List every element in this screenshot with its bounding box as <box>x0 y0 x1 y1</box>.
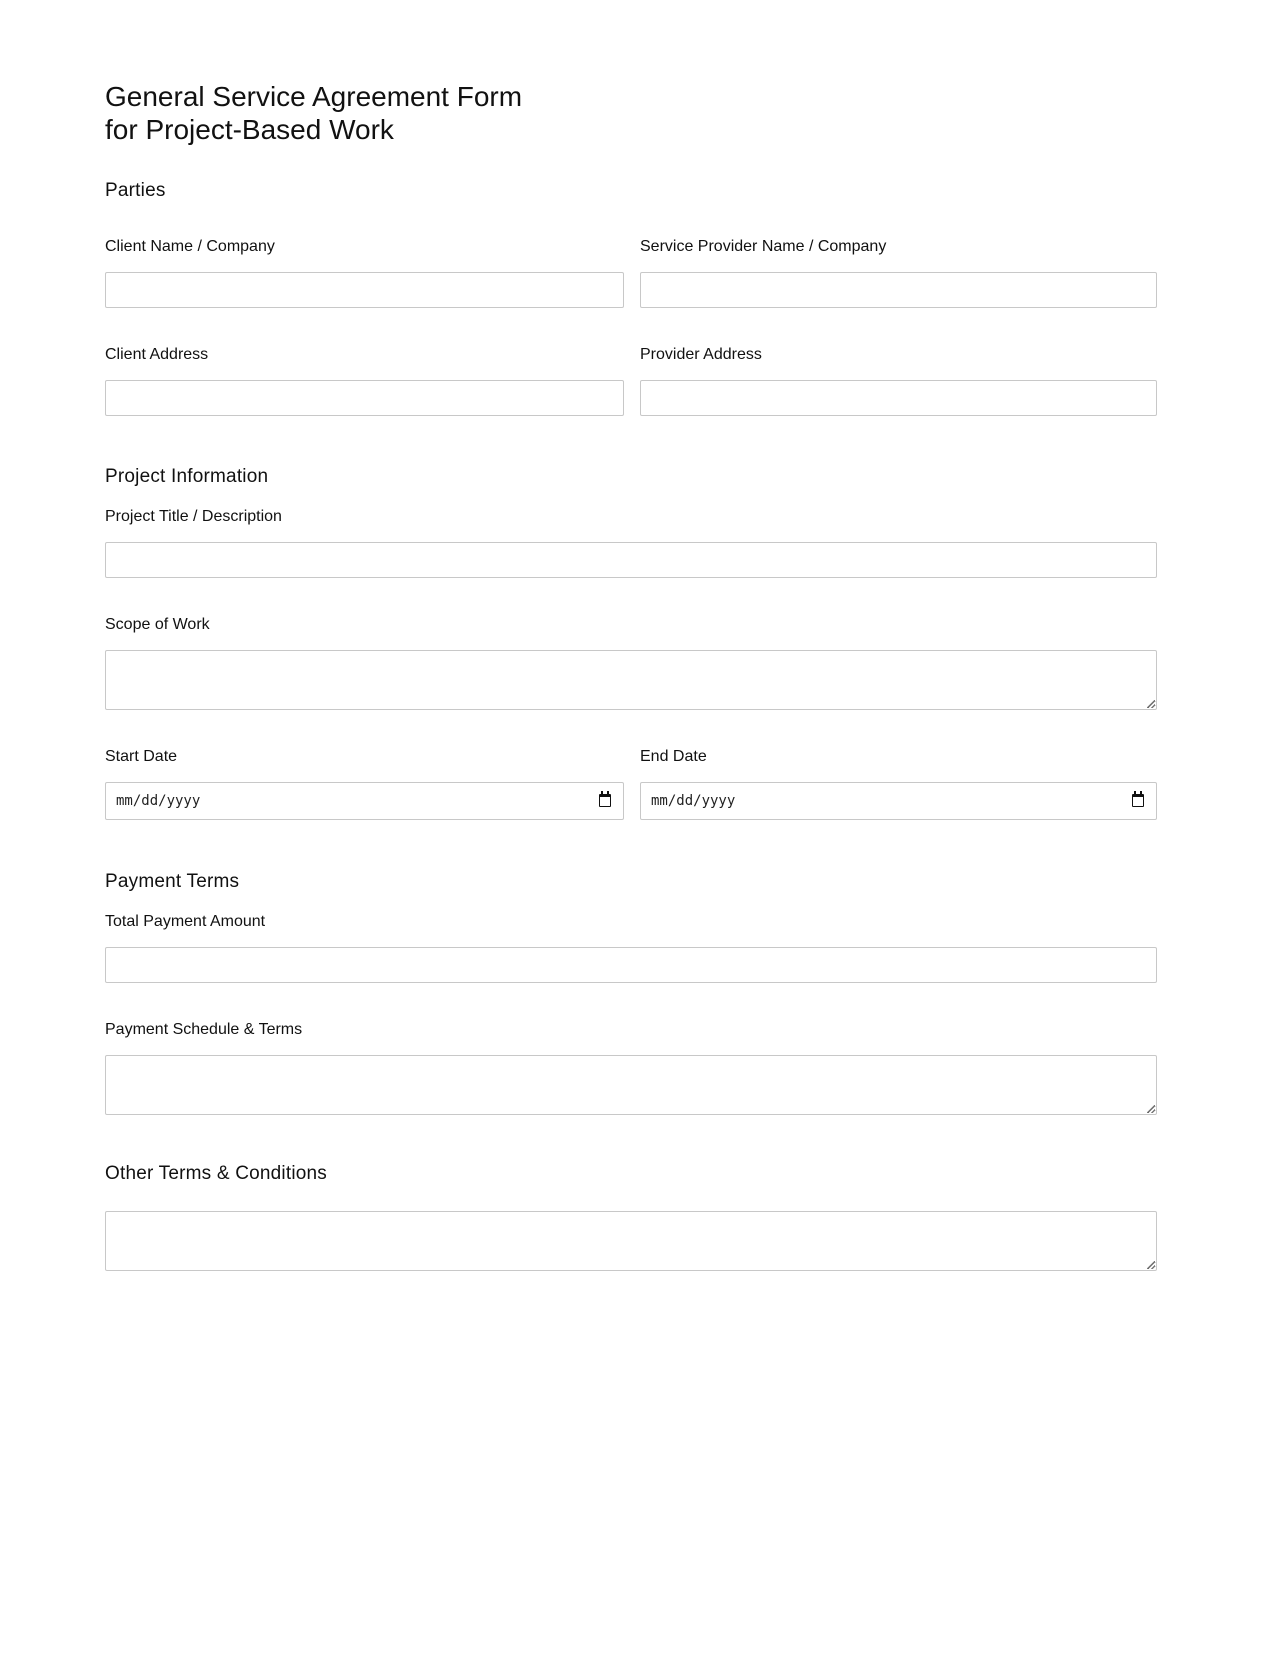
start-date-input[interactable] <box>105 782 624 820</box>
scope-of-work-textarea[interactable] <box>105 650 1157 710</box>
other-terms-wrapper <box>105 1211 1157 1271</box>
end-date-label: End Date <box>640 748 707 765</box>
client-address-label: Client Address <box>105 346 209 363</box>
end-date-placeholder: mm/dd/yyyy <box>651 793 736 809</box>
section-heading-other-terms: Other Terms & Conditions <box>105 1163 327 1184</box>
client-name-input[interactable] <box>105 272 624 308</box>
page-title <box>105 80 522 146</box>
provider-address-label: Provider Address <box>640 346 762 363</box>
section-heading-project-information: Project Information <box>105 466 269 487</box>
provider-address-input[interactable] <box>640 380 1157 416</box>
provider-name-input[interactable] <box>640 272 1157 308</box>
calendar-icon[interactable] <box>599 794 611 807</box>
payment-schedule-textarea[interactable] <box>105 1055 1157 1115</box>
provider-name-label: Service Provider Name / Company <box>640 238 887 255</box>
client-name-label: Client Name / Company <box>105 238 275 255</box>
section-heading-payment-terms: Payment Terms <box>105 871 240 892</box>
end-date-input[interactable] <box>640 782 1157 820</box>
project-title-input[interactable] <box>105 542 1157 578</box>
total-payment-input[interactable] <box>105 947 1157 983</box>
client-address-input[interactable] <box>105 380 624 416</box>
section-heading-parties: Parties <box>105 180 166 201</box>
payment-schedule-wrapper <box>105 1055 1157 1115</box>
other-terms-textarea[interactable] <box>105 1211 1157 1271</box>
start-date-placeholder: mm/dd/yyyy <box>116 793 201 809</box>
start-date-label: Start Date <box>105 748 178 765</box>
payment-schedule-label: Payment Schedule & Terms <box>105 1021 303 1038</box>
scope-of-work-label: Scope of Work <box>105 616 210 633</box>
title-line-1: General Service Agreement Form <box>105 81 523 112</box>
project-title-label: Project Title / Description <box>105 508 282 525</box>
total-payment-label: Total Payment Amount <box>105 913 266 930</box>
calendar-icon[interactable] <box>1132 794 1144 807</box>
scope-of-work-wrapper <box>105 650 1157 710</box>
title-line-2: for Project-Based Work <box>105 114 394 145</box>
